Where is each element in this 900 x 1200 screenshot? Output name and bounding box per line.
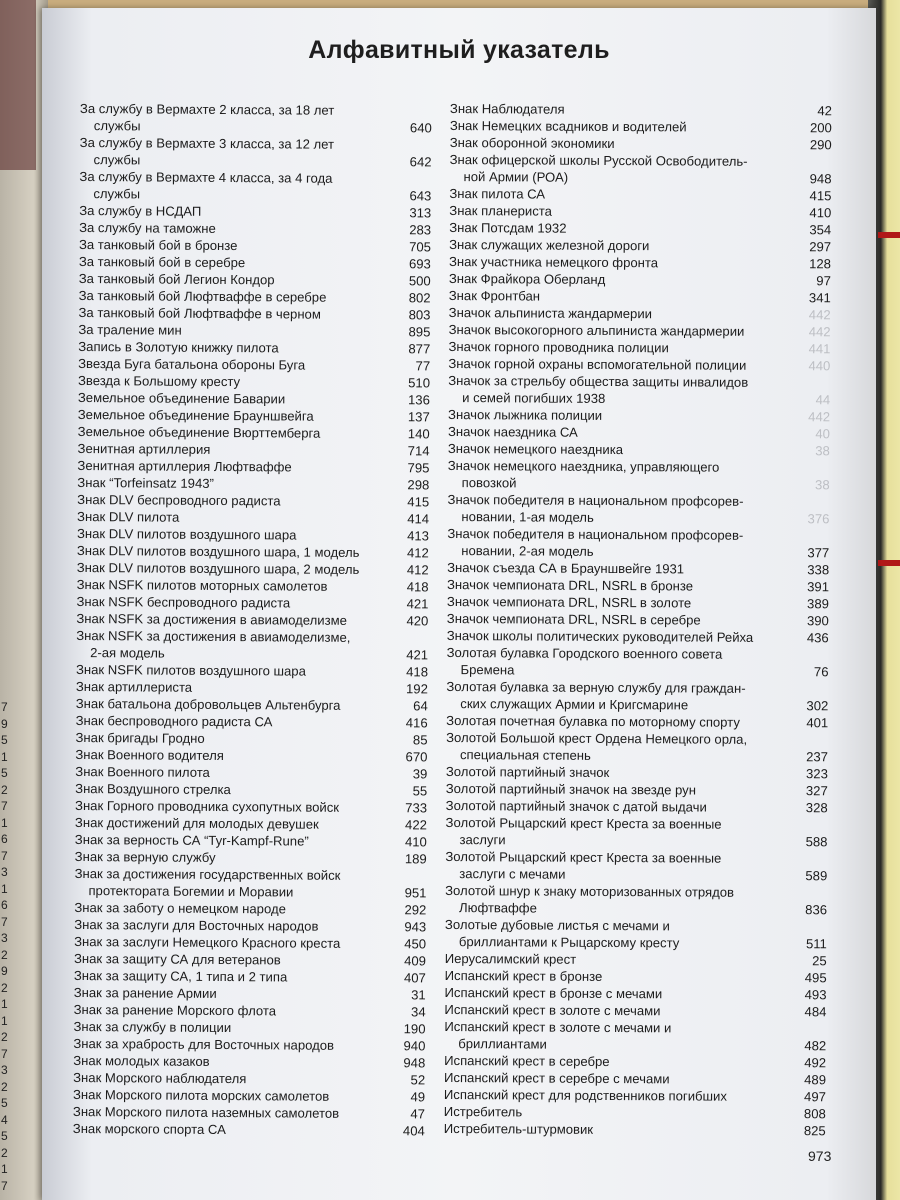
index-entry-page: 510: [408, 375, 431, 391]
index-entry-text: Знак Морского пилота морских самолетов: [73, 1086, 330, 1104]
index-entry: [447, 525, 829, 561]
index-entry: [444, 1120, 826, 1139]
index-entry-text: Значок победителя в национальном профсорев-: [447, 491, 744, 509]
index-entry-text: Знак Наблюдателя: [449, 100, 565, 117]
index-column-right: [444, 100, 832, 1139]
index-entry-text: Значок горной охраны вспомогательной полиции: [448, 355, 747, 373]
index-entry-text: За службу в Вермахте 3 класса, за 12 лет: [79, 134, 335, 152]
index-entry-page: 421: [406, 596, 429, 612]
index-entry: [445, 882, 827, 918]
index-entry-text: За танковый бой Легион Кондор: [78, 270, 275, 288]
index-entry-text: Золотой Рыцарский крест Креста за военные: [445, 814, 722, 832]
index-entry-text: Знак участника немецкого фронта: [448, 253, 659, 271]
index-entry-text: Знак пилота СА: [449, 185, 546, 202]
left-page-digit: 7: [1, 1046, 8, 1061]
index-entry-page: 34: [411, 1004, 426, 1020]
index-entry-text: Знак Фронтбан: [448, 287, 541, 304]
index-page: [42, 8, 876, 1200]
index-entry-page: 492: [804, 1055, 827, 1071]
index-entry-text: Золотой партийный значок на звезде рун: [445, 780, 697, 798]
index-entry: [80, 134, 432, 170]
index-entry-text: Знак служащих железной дороги: [449, 236, 650, 254]
index-entry-text: Знак за храбрость для Восточных народов: [73, 1035, 335, 1053]
index-entry-text: Значок высокогорного альпиниста жандармерии: [448, 321, 745, 339]
index-entry-text: службы: [93, 118, 141, 134]
index-entry: [445, 916, 827, 952]
index-entry-text: Значок немецкого наездника, управляющего: [447, 457, 720, 475]
index-entry-page: 200: [809, 120, 832, 136]
index-entry-page: 40: [815, 426, 831, 442]
index-entry-page: 404: [402, 1123, 425, 1139]
index-entry-page: 391: [807, 579, 830, 595]
left-page-digit: 3: [1, 1063, 8, 1077]
left-page-digit: 7: [1, 914, 8, 929]
index-entry-page: 297: [809, 239, 832, 255]
index-entry-text: За танковый бой Люфтваффе в черном: [78, 304, 321, 322]
index-entry-page: 416: [405, 715, 428, 731]
index-entry-page: 283: [409, 222, 432, 238]
index-entry-text: Испанский крест в золоте с мечами и: [444, 1018, 672, 1036]
index-entry-text: За траление мин: [78, 321, 182, 338]
index-entry-page: 511: [805, 936, 827, 952]
index-entry-page: 450: [404, 936, 427, 952]
index-entry-page: 190: [403, 1021, 426, 1037]
index-entry: [447, 491, 829, 527]
index-entry-text: Знак Фрайкора Оберланд: [448, 270, 606, 287]
index-entry-page: 237: [806, 749, 829, 765]
index-entry-page: 440: [808, 358, 831, 374]
index-entry: [76, 627, 428, 663]
index-entry: [446, 678, 828, 714]
index-entry-text: Знак за заслуги для Восточных народов: [74, 916, 319, 934]
index-entry-text: Земельное объединение Брауншвейга: [77, 406, 314, 424]
index-entry-page: 39: [412, 766, 428, 782]
index-entry-text: Знак Военного водителя: [75, 746, 224, 764]
index-entry-text: Значок чемпионата DRL, NSRL в серебре: [446, 610, 701, 628]
index-entry-page: 825: [803, 1123, 826, 1139]
index-entry-text: Золотая булавка Городского военного совета: [446, 644, 723, 662]
left-page-digit: 5: [1, 1129, 8, 1143]
left-page-digit: 1: [1, 1013, 8, 1028]
index-entry-page: 389: [807, 596, 829, 612]
index-entry-page: 642: [409, 154, 432, 170]
index-entry-page: 643: [409, 188, 432, 204]
index-entry-page: 442: [808, 409, 831, 425]
index-entry-text: Знак за службу в полиции: [73, 1018, 232, 1036]
index-entry-text: Значок школы политических руководителей Рейха: [446, 627, 754, 645]
index-entry-text: Знак морского спорта СА: [72, 1120, 226, 1138]
index-entry-page: 415: [407, 494, 430, 510]
page-title: Алфавитный указатель: [308, 36, 610, 64]
left-page-shadow: [0, 0, 36, 170]
index-entry-page: 44: [815, 392, 831, 408]
left-page-digit: 6: [1, 898, 8, 912]
index-entry-text: Знак офицерской школы Русской Освободитель-: [449, 151, 748, 169]
index-entry-page: 497: [804, 1089, 826, 1105]
left-page-digit: 2: [1, 980, 8, 995]
index-entry-text: Звезда к Большому кресту: [77, 372, 241, 390]
index-entry-page: 77: [415, 358, 431, 374]
index-entry-page: 327: [805, 783, 828, 799]
index-entry-text: Знак за верность СА “Tyr-Kampf-Rune”: [74, 831, 309, 849]
index-entry-page: 313: [409, 205, 432, 221]
index-entry-text: Значок наездника СА: [447, 423, 578, 440]
index-entry-page: 951: [404, 885, 427, 901]
left-page-digit: 1: [1, 749, 8, 764]
index-entry-text: Знак DLV пилотов воздушного шара, 2 модель: [76, 559, 360, 577]
index-entry-text: Золотой шнур к знаку моторизованных отрядов: [445, 882, 735, 900]
index-entry-text: Испанский крест в серебре с мечами: [443, 1069, 670, 1087]
index-entry-text: Земельное объединение Баварии: [77, 389, 286, 407]
index-entry-text: Золотая булавка за верную службу для граждан-: [446, 678, 746, 696]
index-entry-page: 705: [409, 239, 432, 255]
index-entry-page: 85: [412, 732, 428, 748]
index-entry: [445, 848, 827, 884]
index-entry-text: Испанский крест в бронзе: [444, 967, 603, 984]
left-page-digit: 1: [1, 881, 8, 896]
index-entry: [449, 151, 831, 187]
index-entry-page: 137: [407, 409, 430, 425]
index-entry-text: Знак за заботу о немецком народе: [74, 899, 286, 917]
index-entry-page: 410: [404, 834, 427, 850]
index-entry-page: 409: [404, 953, 427, 969]
index-entry-text: Знак Горного проводника сухопутных войск: [75, 797, 340, 815]
index-entry: [448, 372, 830, 408]
index-entry-page: 412: [406, 545, 429, 561]
index-entry-page: 25: [812, 953, 827, 969]
index-entry-text: Люфтваффе: [459, 900, 537, 916]
index-entry-page: 76: [813, 664, 829, 680]
index-entry-text: Значок альпиниста жандармерии: [448, 304, 653, 322]
index-entry-page: 670: [405, 749, 428, 765]
index-entry-page: 328: [805, 800, 828, 816]
index-entry-page: 493: [804, 987, 827, 1003]
index-entry-page: 377: [807, 545, 830, 561]
index-entry-text: За танковый бой в бронзе: [78, 236, 238, 254]
edge-stripe: [878, 560, 900, 566]
index-entry-page: 948: [809, 171, 832, 187]
index-entry-page: 441: [808, 341, 831, 357]
left-page-digit: 9: [1, 964, 8, 978]
index-entry-page: 418: [406, 579, 429, 595]
index-entry-text: Знак DLV пилота: [77, 508, 180, 525]
index-entry-text: бриллиантами: [458, 1036, 547, 1052]
index-entry-page: 341: [808, 290, 831, 306]
index-entry-page: 802: [408, 290, 431, 306]
left-page-digit: 7: [1, 799, 8, 813]
index-entry-page: 489: [804, 1072, 827, 1088]
index-entry-page: 407: [403, 970, 426, 986]
index-entry-text: Знак NSFK пилотов воздушного шара: [75, 661, 306, 679]
index-entry-page: 55: [412, 783, 428, 799]
index-entry-page: 877: [408, 341, 431, 357]
index-entry-text: ских служащих Армии и Кригсмарине: [460, 696, 689, 713]
index-entry-page: 442: [808, 307, 831, 323]
index-entry-page: 420: [406, 613, 429, 629]
index-entry-text: Знак достижений для молодых девушек: [74, 814, 319, 832]
index-entry-page: 38: [815, 477, 830, 493]
index-entry: [448, 457, 830, 493]
index-entry-text: Земельное объединение Вюрттемберга: [77, 423, 321, 441]
index-entry-text: Запись в Золотую книжку пилота: [78, 338, 279, 356]
index-entry-page: 588: [805, 834, 828, 850]
index-entry-text: Золотой Рыцарский крест Креста за военные: [445, 848, 722, 866]
index-entry-page: 484: [804, 1004, 827, 1020]
left-page-digit: 3: [1, 931, 8, 945]
left-page-edge: [0, 0, 48, 1200]
left-page-digit: 2: [1, 1030, 8, 1044]
index-entry-text: Золотые дубовые листья с мечами и: [444, 916, 670, 934]
index-entry-text: Золотой партийный значок с датой выдачи: [445, 797, 707, 815]
index-entry-text: Значок лыжника полиции: [448, 406, 603, 423]
index-entry-text: Значок чемпионата DRL, NSRL в золоте: [446, 593, 692, 611]
index-entry-text: повозкой: [461, 475, 517, 491]
index-entry-text: Знак Морского пилота наземных самолетов: [72, 1103, 340, 1121]
index-entry-text: Знак планериста: [449, 202, 552, 219]
index-entry-text: Знак Воздушного стрелка: [75, 780, 231, 798]
left-page-digit: 2: [1, 1079, 8, 1094]
index-entry-page: 290: [809, 137, 832, 153]
index-entry-text: Значок немецкого наездника: [447, 440, 624, 458]
index-entry-page: 943: [404, 919, 427, 935]
index-entry: [80, 100, 432, 136]
index-entry-text: Знак артиллериста: [75, 678, 193, 695]
index-entry-page: 895: [408, 324, 431, 340]
index-entry: [446, 729, 828, 765]
index-entry-text: За танковый бой в серебре: [78, 253, 246, 271]
index-entry-text: Испанский крест в серебре: [444, 1052, 610, 1069]
index-entry-text: Испанский крест в бронзе с мечами: [444, 984, 663, 1002]
index-entry-text: Знак за защиту СА, 1 типа и 2 типа: [73, 967, 288, 985]
index-entry-text: и семей погибших 1938: [462, 390, 606, 406]
index-entry-text: Знак “Torfeinsatz 1943”: [77, 474, 214, 491]
index-entry-page: 298: [407, 477, 430, 493]
index-entry-page: 640: [409, 120, 432, 136]
index-entry-page: 401: [806, 715, 829, 731]
left-page-digit: 7: [1, 700, 8, 714]
index-entry-page: 412: [406, 562, 429, 578]
left-page-digit: 1: [1, 997, 8, 1011]
left-page-digit: 2: [1, 1145, 8, 1160]
index-entry-text: Знак за защиту СА для ветеранов: [73, 950, 281, 968]
index-entry-text: Иерусалимский крест: [444, 950, 577, 967]
index-entry-text: Знак NSFK пилотов моторных самолетов: [76, 576, 328, 594]
index-entry-text: За службу на таможне: [79, 219, 216, 236]
index-entry-text: Зенитная артиллерия: [77, 440, 211, 457]
index-entry-text: новании, 1-ая модель: [461, 509, 594, 525]
index-entry-page: 390: [806, 613, 829, 629]
index-entry-page: 414: [407, 511, 430, 527]
index-entry-page: 376: [807, 511, 830, 527]
index-entry-text: Истребитель: [443, 1103, 523, 1120]
left-page-digit: 7: [1, 848, 8, 863]
index-entry-text: Знак NSFK беспроводного радиста: [76, 593, 291, 611]
index-entry: [444, 1018, 826, 1054]
index-entry-text: Знак за ранение Армии: [73, 984, 217, 1001]
index-entry-page: 693: [408, 256, 431, 272]
index-entry-text: Значок за стрельбу общества защиты инвалидов: [448, 372, 749, 390]
index-entry-text: Знак Морского наблюдателя: [73, 1069, 247, 1087]
left-page-digit: 9: [1, 716, 8, 731]
index-entry-text: За службу в Вермахте 2 класса, за 18 лет: [79, 100, 335, 118]
index-entry-page: 442: [808, 324, 831, 340]
index-entry-text: Знак молодых казаков: [73, 1052, 210, 1069]
index-entry-page: 31: [411, 987, 426, 1003]
index-entry-text: Зенитная артиллерия Люфтваффе: [77, 457, 292, 475]
index-entry-text: заслуги с мечами: [459, 866, 566, 882]
index-entry-page: 38: [815, 443, 830, 459]
index-entry-page: 589: [805, 868, 828, 884]
index-entry-text: новании, 2-ая модель: [461, 543, 594, 559]
index-entry-text: Знак за заслуги Немецкого Красного креста: [74, 933, 341, 951]
left-page-digit: 2: [1, 947, 8, 962]
index-entry-text: Бремена: [460, 662, 515, 678]
left-page-digit: 1: [1, 815, 8, 830]
index-entry-text: Знак NSFK за достижения в авиамоделизме,: [76, 627, 351, 645]
index-entry-page: 808: [803, 1106, 826, 1122]
index-entry-text: Знак беспроводного радиста СА: [75, 712, 273, 730]
index-entry-page: 64: [413, 698, 428, 714]
index-entry-page: 500: [408, 273, 431, 289]
index-entry-text: службы: [93, 186, 141, 202]
index-entry-text: Знак NSFK за достижения в авиамоделизме: [76, 610, 347, 628]
left-page-digit: 5: [1, 766, 8, 780]
index-entry-page: 733: [405, 800, 428, 816]
index-entry-page: 410: [809, 205, 832, 221]
index-entry-text: Значок победителя в национальном профсорев-: [447, 525, 744, 543]
index-entry-text: Знак бригады Гродно: [75, 729, 205, 746]
index-entry-page: 482: [804, 1038, 827, 1054]
index-entry-text: 2-ая модель: [90, 645, 165, 661]
index-entry-text: ной Армии (РОА): [463, 169, 569, 185]
index-entry-text: За танковый бой Люфтваффе в серебре: [78, 287, 327, 305]
index-entry-text: Золотой партийный значок: [445, 763, 610, 780]
index-entry-page: 714: [407, 443, 430, 459]
left-page-digit: 5: [1, 733, 8, 747]
index-entry: [446, 644, 828, 680]
index-entry-text: Знак Потсдам 1932: [449, 219, 567, 236]
index-entry-page: 47: [410, 1106, 425, 1122]
index-entry-page: 338: [807, 562, 830, 578]
index-entry-page: 292: [404, 902, 427, 918]
index-entry: [79, 168, 431, 204]
index-entry-text: Знак DLV пилотов воздушного шара, 1 модель: [76, 542, 360, 560]
page-number: 973: [808, 1148, 832, 1164]
index-entry-page: 836: [805, 902, 828, 918]
left-page-digit: 6: [1, 832, 8, 846]
index-entry-page: 192: [405, 681, 428, 697]
index-entry-text: Знак DLV пилотов воздушного шара: [76, 525, 297, 543]
index-entry-page: 42: [817, 103, 832, 119]
index-entry-page: 948: [403, 1055, 426, 1071]
index-entry-text: Испанский крест в золоте с мечами: [444, 1001, 661, 1019]
index-entry-page: 422: [405, 817, 427, 833]
index-entry-page: 803: [408, 307, 431, 323]
index-entry-text: Значок чемпионата DRL, NSRL в бронзе: [446, 576, 694, 594]
index-entry-page: 421: [406, 647, 429, 663]
index-entry-text: протектората Богемии и Моравии: [88, 883, 294, 900]
index-entry-text: заслуги: [459, 832, 506, 848]
index-entry-text: Знак Военного пилота: [75, 763, 210, 780]
index-entry-text: Знак оборонной экономики: [449, 134, 615, 152]
index-entry-text: Знак за ранение Морского флота: [73, 1001, 277, 1019]
index-entry-text: Знак DLV беспроводного радиста: [77, 491, 281, 509]
left-page-digit: 5: [1, 1096, 8, 1110]
index-column-left: [73, 100, 432, 1139]
index-entry-text: Значок съезда СА в Брауншвейге 1931: [447, 559, 685, 577]
index-entry-text: За службу в Вермахте 4 класса, за 4 года: [79, 168, 333, 186]
index-entry-page: 323: [805, 766, 828, 782]
index-entry-page: 495: [804, 970, 827, 986]
index-entry-text: Знак батальона добровольцев Альтенбурга: [75, 695, 341, 713]
left-page-digit: 1: [1, 1162, 8, 1176]
index-entry-page: 795: [407, 460, 430, 476]
index-entry-page: 436: [806, 630, 829, 646]
edge-stripe: [878, 232, 900, 238]
index-entry: [445, 814, 827, 850]
index-entry-page: 97: [816, 273, 831, 289]
index-entry-page: 140: [407, 426, 430, 442]
index-entry-text: Знак за верную службу: [74, 848, 216, 865]
index-entry-page: 418: [406, 664, 429, 680]
index-entry-page: 354: [809, 222, 832, 238]
index-entry-page: 128: [809, 256, 832, 272]
index-entry-page: 940: [403, 1038, 426, 1054]
left-page-digit: 4: [1, 1112, 8, 1127]
index-entry-page: 189: [404, 851, 427, 867]
index-entry-text: За службу в НСДАП: [79, 202, 202, 219]
index-entry-text: Испанский крест для родственников погибших: [443, 1086, 727, 1104]
index-entry-text: Знак за достижения государственных войск: [74, 865, 341, 883]
index-entry-text: специальная степень: [459, 747, 591, 763]
index-entry-page: 415: [809, 188, 832, 204]
index-entry: [73, 1120, 425, 1139]
index-entry-text: Золотой Большой крест Ордена Немецкого орла,: [446, 729, 748, 747]
index-entry-text: Золотая почетная булавка по моторному спорту: [446, 712, 740, 730]
index-entry-text: Звезда Буга батальона обороны Буга: [78, 355, 306, 373]
index-entry: [74, 865, 426, 901]
index-entry-text: Истребитель-штурмовик: [443, 1120, 594, 1137]
index-entry-text: службы: [93, 152, 141, 168]
left-page-digit: 7: [1, 1178, 8, 1193]
index-entry-page: 49: [410, 1089, 426, 1105]
left-page-digit: 3: [1, 865, 8, 879]
index-entry-text: бриллиантами к Рыцарскому кресту: [458, 934, 680, 951]
index-entry-page: 136: [408, 392, 430, 408]
index-entry-page: 413: [407, 528, 430, 544]
index-entry-page: 52: [410, 1072, 426, 1088]
index-entry-text: Знак Немецких всадников и водителей: [449, 117, 687, 135]
left-page-digit: 2: [1, 782, 8, 797]
index-entry-page: 302: [806, 698, 829, 714]
index-entry-text: Значок горного проводника полиции: [448, 338, 669, 356]
